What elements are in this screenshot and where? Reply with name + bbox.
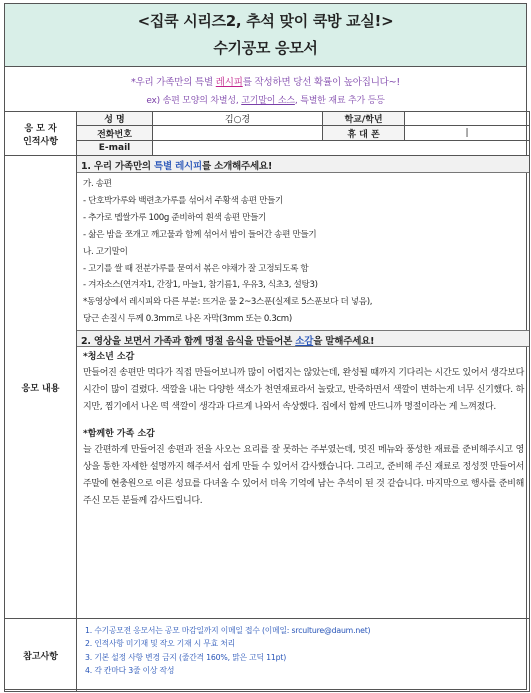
question-1 [77,156,529,173]
youth-review-text: 만들어진 송편만 먹다가 직접 만들어보니까 많이 어렵지는 않았는데, 완성될 때까지 기다리는 시간도 있어서 생각보다 시간이 많이 걸렸다. 색깔을 내는 다양한 색소가 천연재료라서 놀랐고, 반죽하면서 색깔이 변하는게 너무 신기했다. 하지만, 찜기에서 나온 떡 색깔이 생각과 다르게 나와서 속상했다. 집에서 함께 만드니까 명절이라는 게 느껴졌다. [83,368,524,413]
reference-item: 4. 각 칸마다 3줄 이상 작성 [85,665,175,675]
form-title: 수기공모 응모서 [213,39,318,57]
reference-item: 3. 기본 설정 사항 변경 금지 (줄간격 160%, 맑은 고딕 11pt) [85,652,287,662]
youth-review[interactable] [77,347,529,416]
question-highlight: 소감 [295,336,314,348]
recipe-line: - 삶은 밤을 쪼개고 깨고물과 함께 섞어서 밤이 들어간 송편 만들기 [83,229,317,240]
question-text: 2. 영상을 보면서 가족과 함께 명절 음식을 만들어본 [81,336,296,348]
recipe-line: - 고기를 쌀 때 전분가루를 묻여서 볶은 야채가 잘 고정되도록 함 [83,263,309,274]
section-label-text: 응 모 자 인적사항 [23,123,58,147]
school-label: 학교/학년 [323,112,405,126]
entry-content [77,156,530,619]
entry-table [4,155,530,692]
reference-item: 1. 수기공모전 응모서는 공모 마감일까지 이메일 접수 (이메일: srculture@daum.net) [85,626,371,635]
question-text: 1. 우리 가족만의 [81,161,155,172]
family-review-text: 늘 간편하게 만들어진 송편과 전을 사오는 요리를 잘 못하는 주부였는데, 멋진 메뉴와 풍성한 재료를 준비해주시고 영상을 통한 자세한 설명까지 해주셔서 쉽게 만들 수 있어서 감사했습니다. 그리고, 준비해 주신 재료로 정성껏 만들어서 주말에 현충원으로 이른 성묘를 다녀올 수 있어서 더욱 기억에 남는 추석이 된 것 같습니다. 마지막으로 행사를 준비해 주신 모든 분들께 감사드립니다. [83,445,524,507]
reference-content [77,619,530,692]
phone-label: 전화번호 [77,126,153,141]
mobile-label: 휴 대 폰 [323,126,405,141]
notice-text: 를 작성하면 당선 확률이 높아집니다~! [242,77,401,88]
notice-block [5,74,526,106]
applicant-section-label [5,112,77,156]
question-text: 을 말해주세요! [313,336,375,348]
phone-field[interactable] [153,126,323,141]
recipe-line: - 추가로 멥쌀가루 100g 준비하여 흰색 송편 만들기 [83,212,267,223]
notice-text: , 특별한 재료 추가 등등 [294,96,385,106]
application-form [4,3,527,690]
event-title: <집쿡 시리즈2, 추석 맞이 쿡방 교실!> [137,12,394,30]
email-field[interactable] [153,141,530,156]
notice-underline: 고기말이 소스 [241,96,295,106]
applicant-table [4,111,530,156]
recipe-line: - 단호박가루와 백련초가루를 섞어서 주황색 송편 만들기 [83,195,283,206]
family-review-heading: *함께한 가족 소감 [83,429,155,440]
recipe-line: *동영상에서 레시피와 다른 부분: 뜨거운 물 2~3스푼(실제로 5스푼보다 더 넣음), [83,297,373,308]
entry-section-label: 응모 내용 [5,156,77,619]
reference-section-label: 참고사항 [5,619,77,692]
question-2 [77,330,529,347]
recipe-line: 가. 송편 [83,179,112,189]
recipe-line: 당근 손질시 두께 0.3mm로 나온 자막(3mm 또는 0.3cm) [83,314,292,325]
question-text: 를 소개해주세요! [202,161,273,172]
mobile-field[interactable]: | [405,126,530,141]
email-label: E-mail [77,141,153,156]
recipe-line: 나. 고기말이 [83,246,128,257]
question-highlight: 특별 레시피 [154,161,203,172]
recipe-text[interactable] [77,173,529,330]
form-header [5,4,526,67]
youth-review-heading: *청소년 소감 [83,352,135,363]
reference-item: 2. 인적사항 미기재 및 작오 기재 시 무효 처리 [85,639,235,649]
notice-line-2 [5,93,526,106]
family-review[interactable] [77,424,529,510]
notice-text: ex) 송편 모양의 차별성, [146,96,242,106]
recipe-line: - 겨자소스(연겨자1, 간장1, 마늘1, 참기름1, 우유3, 식초3, 설탕3) [83,280,318,291]
notice-highlight: 레시피 [215,77,243,88]
notice-text: *우리 가족만의 특별 [130,77,216,88]
name-field[interactable]: 김○경 [153,112,323,126]
school-field[interactable] [405,112,530,126]
reference-list [77,619,529,682]
name-label: 성 명 [77,112,153,126]
notice-line-1 [5,74,526,88]
